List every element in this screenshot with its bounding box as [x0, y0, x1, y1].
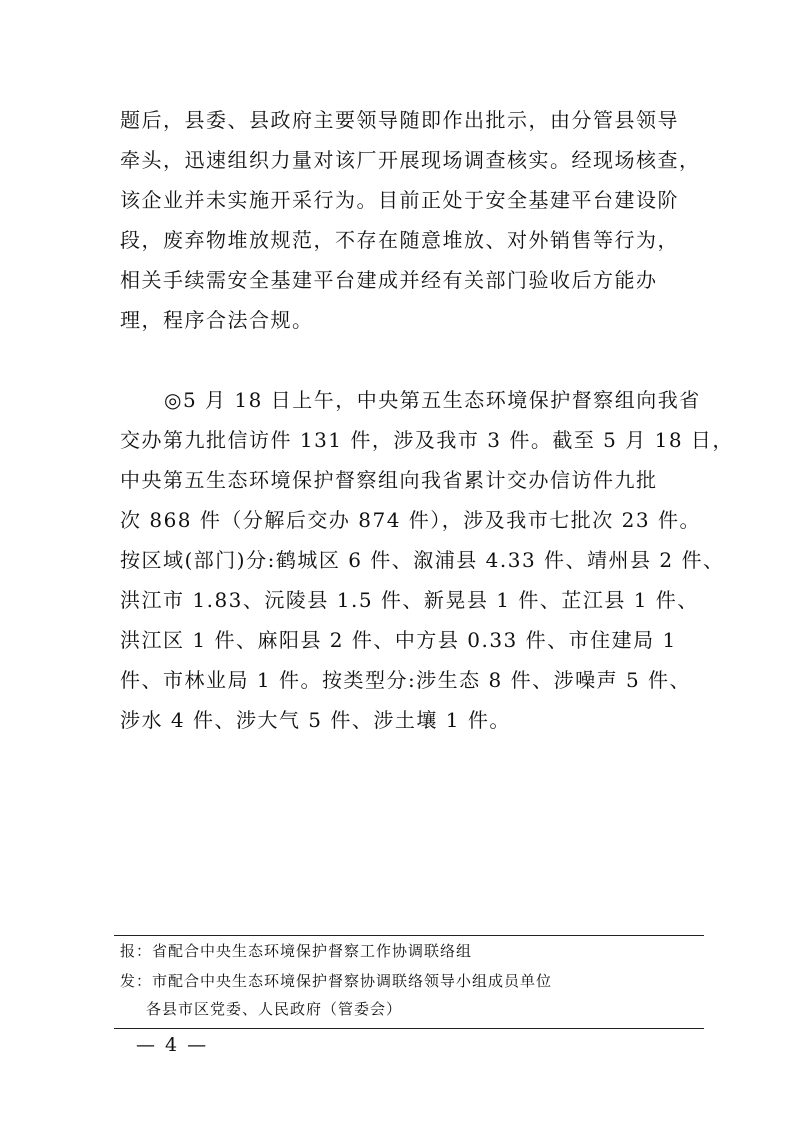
text-line: 段，废弃物堆放规范，不存在随意堆放、对外销售等行为，: [120, 228, 679, 252]
text-line: ◎5 月 18 日上午，中央第五生态环境保护督察组向我省: [164, 388, 701, 412]
text-line: 理，程序合法合规。: [120, 308, 314, 332]
text-line: 洪江区 1 件、麻阳县 2 件、中方县 0.33 件、市住建局 1: [120, 628, 677, 652]
text-line: 该企业并未实施开采行为。目前正处于安全基建平台建设阶: [120, 188, 679, 212]
send-to-line: 发：市配合中央生态环境保护督察协调联络领导小组成员单位: [120, 972, 553, 990]
report-to-line: 报：省配合中央生态环境保护督察工作协调联络组: [120, 942, 473, 960]
footer-top-rule: [114, 935, 704, 936]
paragraph-petition-summary: [120, 380, 734, 740]
text-line: 牵头，迅速组织力量对该厂开展现场调查核实。经现场核查，: [120, 148, 701, 172]
send-to-line-continued: 各县市区党委、人民政府（管委会）: [146, 1000, 403, 1018]
page-number: — 4 —: [136, 1034, 209, 1056]
text-line: 洪江市 1.83、沅陵县 1.5 件、新晃县 1 件、芷江县 1 件、: [120, 588, 699, 612]
text-line: 按区域(部门)分:鹤城区 6 件、溆浦县 4.33 件、靖州县 2 件、: [120, 548, 725, 572]
text-line: 件、市林业局 1 件。按类型分:涉生态 8 件、涉噪声 5 件、: [120, 668, 692, 692]
paragraph-continuation: [120, 100, 701, 340]
text-line: 次 868 件（分解后交办 874 件），涉及我市七批次 23 件。: [120, 508, 701, 532]
footer-bottom-rule: [114, 1028, 704, 1029]
text-line: 相关手续需安全基建平台建成并经有关部门验收后方能办: [120, 268, 658, 292]
text-line: 交办第九批信访件 131 件，涉及我市 3 件。截至 5 月 18 日，: [120, 428, 734, 452]
text-line: 题后，县委、县政府主要领导随即作出批示，由分管县领导: [120, 108, 679, 132]
text-line: 涉水 4 件、涉大气 5 件、涉土壤 1 件。: [120, 708, 511, 732]
text-line: 中央第五生态环境保护督察组向我省累计交办信访件九批: [120, 468, 658, 492]
